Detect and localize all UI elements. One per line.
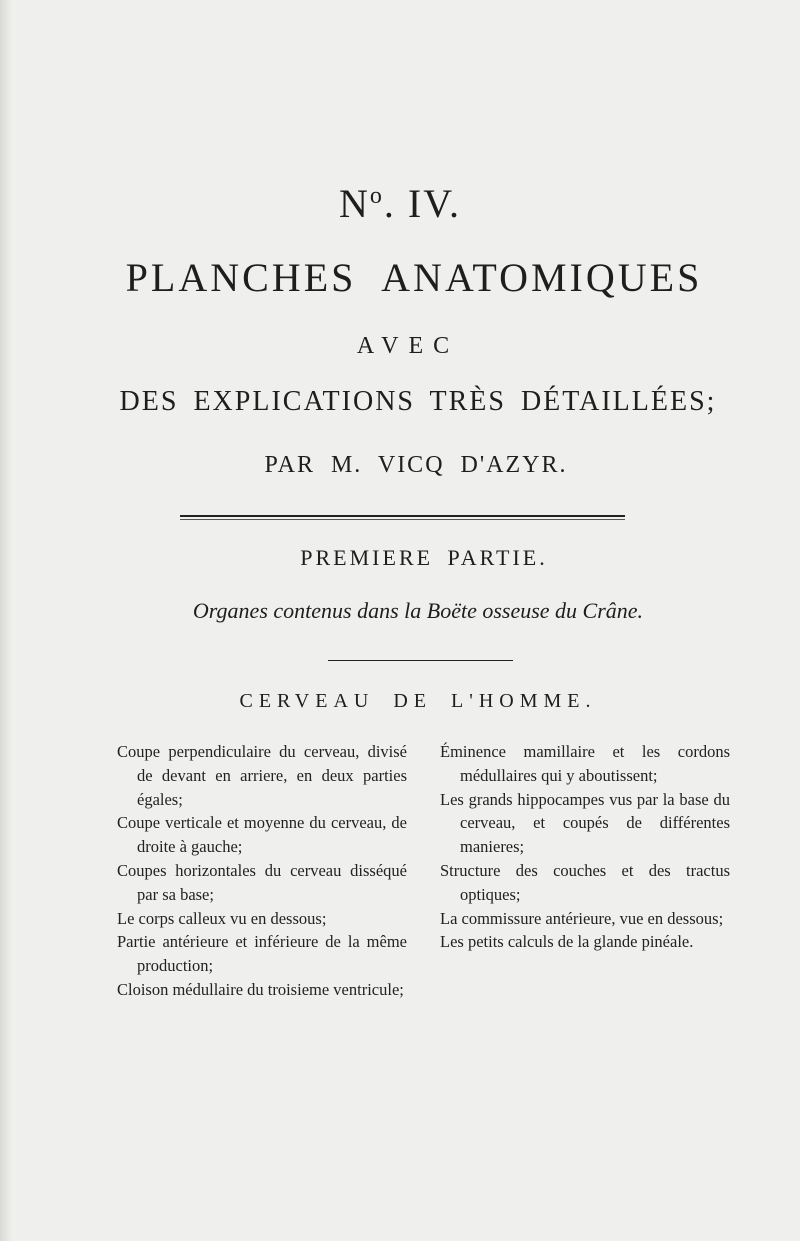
plate-number: $N^o$. IV. bbox=[339, 181, 461, 226]
short-rule bbox=[328, 660, 513, 661]
section-title: CERVEAU DE L'HOMME. bbox=[239, 690, 597, 712]
subtitle: DES EXPLICATIONS TRÈS DÉTAILLÉES; bbox=[119, 386, 717, 417]
list-item: Les grands hippocampes vus par la base du cerveau, et coupés de différentes manieres; bbox=[440, 789, 730, 857]
author-line: PAR M. VICQ D'AZYR. bbox=[264, 452, 568, 478]
list-item: La commissure antérieure, vue en dessous; bbox=[440, 908, 724, 928]
part-subtitle: Organes contenus dans la Boëte osseuse du Crâne. bbox=[192, 598, 644, 623]
list-item: Structure des couches et des tractus optiques; bbox=[440, 860, 730, 904]
list-item: Les petits calculs de la glande pinéale. bbox=[440, 932, 694, 952]
list-item: Coupes horizontales du cerveau disséqué par sa base; bbox=[117, 860, 407, 904]
list-item: Le corps calleux vu en dessous; bbox=[117, 908, 327, 928]
double-rule bbox=[180, 515, 625, 517]
avec-line: AVEC bbox=[356, 333, 460, 359]
left-column bbox=[117, 740, 407, 1002]
list-item: Éminence mamillaire et les cordons médullaires qui y aboutissent; bbox=[440, 742, 730, 785]
list-item: Cloison médullaire du troisieme ventricule; bbox=[117, 979, 404, 999]
list-item: Coupe perpendiculaire du cerveau, divisé de devant en arriere, en deux parties égales; bbox=[117, 742, 407, 809]
list-item: Coupe verticale et moyenne du cerveau, de droite à gauche; bbox=[117, 813, 407, 857]
list-item: Partie antérieure et inférieure de la même production; bbox=[117, 932, 407, 976]
part-title: PREMIERE PARTIE. bbox=[300, 545, 548, 570]
main-title: PLANCHES ANATOMIQUES bbox=[125, 255, 703, 300]
right-column bbox=[440, 740, 730, 954]
